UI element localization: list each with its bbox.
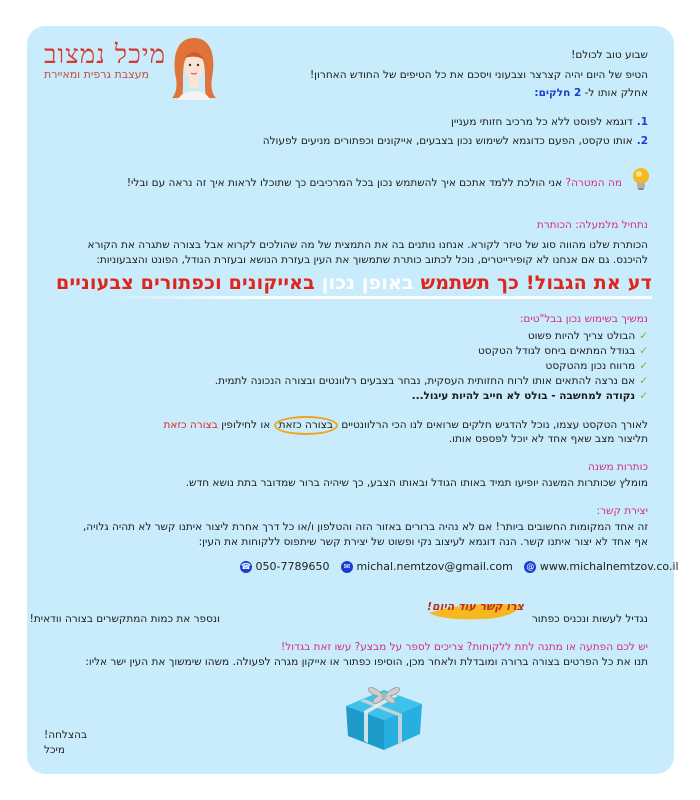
list-item (263, 134, 648, 149)
bullet-item (546, 359, 648, 374)
bullet-text: מרווח נכון מהטקסט (545, 360, 636, 372)
list-item-text: אותו טקסט, הפעם כדוגמא לשימוש נכון בצבעים, אייקונים וכפתורים מניעים לפעולה (262, 135, 633, 147)
globe-icon: @ (526, 562, 535, 571)
email-contact[interactable] (341, 560, 513, 573)
hero-part: באייקונים וכפתורים צבעוניים (56, 272, 315, 294)
logo-tagline: מעצבת גרפית ומאיירת (44, 68, 149, 81)
bullet-text: בגודל המתאים ביחס לגודל הטקסט (477, 345, 636, 357)
goal-text: אני הולכת ללמד אתכם איך להשתמש נכון בכל המרכיבים כך שתוכלו לראות איך זה נראה עם ובלי! (126, 177, 563, 189)
intro-parts (534, 86, 648, 101)
section-heading-contact: יצירת קשר: (596, 505, 648, 517)
signoff-name: מיכל (44, 744, 65, 756)
logo-name: מיכל נמצוב (44, 40, 167, 70)
paragraph-text: לאורך הטקסט עצמו, נוכל להדגיש חלקים שרואים לנו הכי הרלוונטיים (341, 419, 648, 431)
list-number: 1. (636, 116, 648, 128)
checkmark-icon: ✓ (639, 330, 648, 342)
hero-part: דע את הגבול! כך תשתמש (420, 272, 652, 294)
paragraph: הכותרת שלנו מהווה סוג של טיזר לקורא. אנחנו נותנים בה את התמצית של מה שהולכים לקרוא אבל בצורה שתגרה את הקורא (87, 239, 648, 251)
avatar-illustration (168, 34, 220, 100)
checkmark-icon: ✓ (639, 360, 648, 372)
section-heading-title: נתחיל מלמעלה: הכותרת (536, 219, 648, 231)
section-heading-subtitles: כותרות משנה (588, 461, 648, 473)
bullet-text: נקודה למחשבה - בולט לא חייב להיות עיגול... (411, 390, 636, 402)
checkmark-icon: ✓ (639, 390, 648, 402)
website-url: www.michalnemtzov.co.il (539, 560, 679, 573)
hero-part-highlight: באופן נכון (321, 272, 414, 294)
paragraph: מומלץ שכותרות המשנה יופיעו תמיד באותו הגודל ובאותו הצבע, כך שיהיה ברור שמדובר בתת נושא חדש. (185, 477, 648, 489)
bullet-item (528, 329, 648, 344)
intro-parts-prefix: אחלק אותו ל- (584, 87, 648, 99)
contact-strip (240, 560, 687, 573)
paragraph: אף אחד לא יצור איתנו קשר. הנה דוגמא לעיצוב נקי ופשוט של יצירת קשר שיתפוס ללקוחות את העין: (198, 536, 648, 548)
gift-box-icon (338, 680, 428, 752)
phone-number: 050-7789650 (255, 560, 330, 573)
hero-underline (100, 296, 652, 299)
section-heading-gift: יש לכם הפתעה או מתנה לתת ללקוחות? צריכים לספר על מבצע? עשו זאת בגדול! (281, 641, 648, 653)
checkmark-icon: ✓ (639, 375, 648, 387)
bullet-item (215, 374, 648, 389)
list-item (451, 115, 648, 130)
phone-icon: ☎ (241, 562, 251, 571)
intro-parts-count: 2 חלקים: (534, 87, 582, 99)
paragraph: זה אחד המקומות החשובים ביותר! אם לא נהיה ברורים באזור הזה והטלפון ו/או כל דרך אחרת ליצור איתנו קשר לא תהיה גלויה, (82, 521, 648, 533)
mail-icon: ✉ (341, 561, 353, 573)
red-emphasis: בצורה כזאת (163, 419, 218, 431)
goal-line (127, 176, 622, 191)
website-link[interactable] (524, 560, 678, 573)
lightbulb-icon (630, 166, 652, 192)
paragraph-text: או לחילופין (221, 419, 271, 431)
checkmark-icon: ✓ (639, 345, 648, 357)
bullet-item (478, 344, 648, 359)
bullet-text: אם נרצה להתאים אותו לרוח החזותית העסקית, נבחר בצבעים רלוונטים ובצורה הנכונה לתמית. (214, 375, 636, 387)
phone-contact[interactable] (240, 560, 329, 573)
cta-line-after: ונספר את כמות המתקשרים בצורה וודאית! (29, 613, 220, 625)
cta-line-before: נגדיל לעשות ונכניס כפתור (531, 613, 648, 625)
list-number: 2. (636, 135, 648, 147)
section-heading-bullets: נמשיך בשימוש נכון בבל"טים: (519, 313, 648, 325)
intro-line: הטיפ של היום יהיה קצרצר וצבעוני ויסכם את כל הטיפים של החודש האחרון! (309, 69, 648, 81)
greeting: שבוע טוב לכולם! (571, 49, 648, 61)
email-address: michal.nemtzov@gmail.com (356, 560, 513, 573)
list-item-text: דוגמא לפוסט ללא כל מרכיב חזותי מעניין (451, 116, 633, 128)
cta-button[interactable]: צרו קשר עוד היום! (427, 600, 524, 613)
paragraph: תליצור מצב שאף אחד לא יוכל לפספס אותו. (448, 433, 648, 445)
goal-label: מה המטרה? (565, 177, 622, 189)
paragraph: להיכנס. גם אם אנחנו לא קופירייטרים, נוכל לכתוב כותרת שתמשוך את העין בעזרת הנושא ובעזרת הגודל, הפונט והצבעוניות: (96, 254, 648, 266)
signoff-greeting: בהצלחה! (44, 729, 88, 741)
circled-emphasis: בצורה כזאת (274, 416, 338, 435)
bullet-text: הבולט צריך להיות פשוט (527, 330, 636, 342)
bullet-item (412, 389, 648, 404)
hero-headline (56, 272, 652, 294)
paragraph: תנו את כל הפרטים בצורה ברורה ומובדלת ולאחר מכן, הוסיפו כפתור או אייקון מגרה לפעולה. משהו שימשוך את העין ישר אליו: (85, 656, 648, 668)
